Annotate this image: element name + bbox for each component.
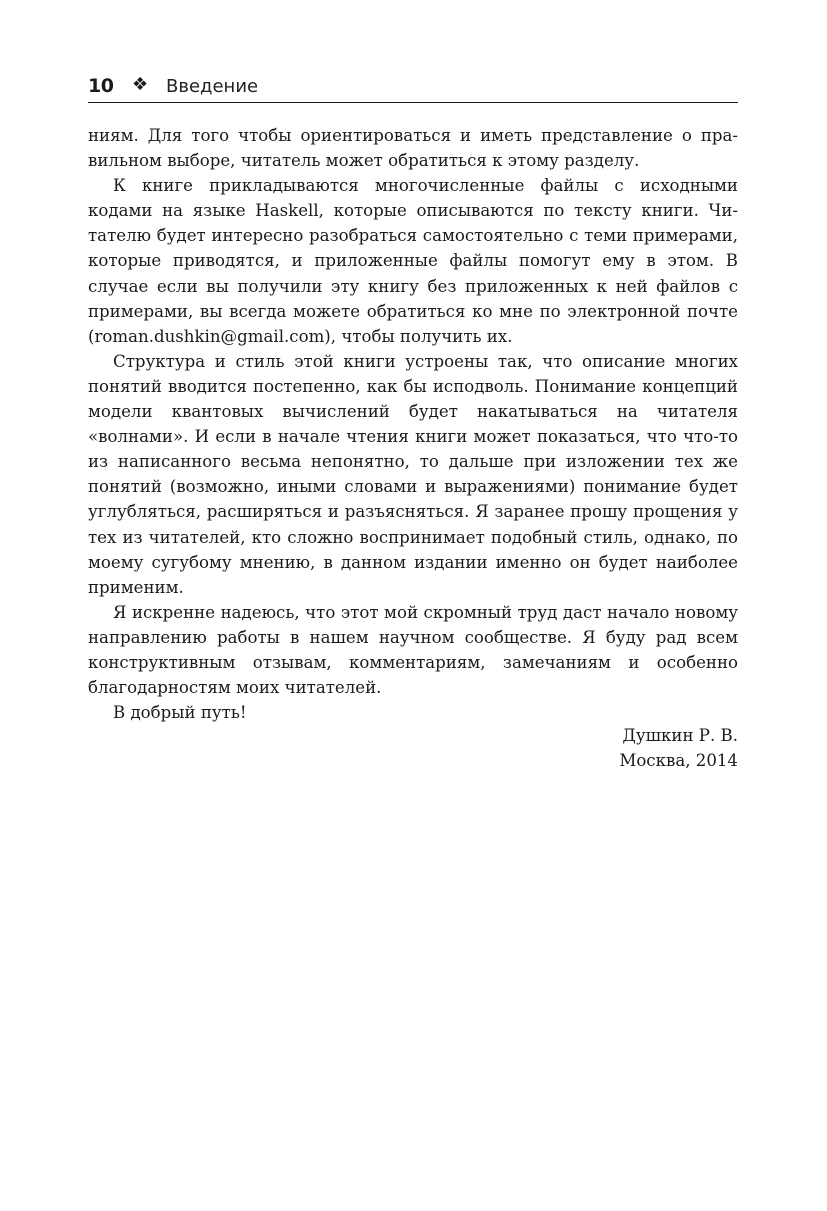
paragraph-farewell: В добрый путь! [113, 703, 247, 723]
paragraph-haskell-files: К книге прикладываются многочисленные файлы с исходными кодами на языке Haskell, которые описываются по тексту книги. Читателю будет интересно разобраться самостоятельно с теми примерами, которые приводятся, и приложенные файлы помогут ему в этом. В случае если вы получили эту книгу без приложенных к ней файлов с примерами, вы всегда можете обратиться ко мне по электронной почте (roman.dushkin@gmail.com), чтобы получить их. [88, 176, 738, 346]
main-text [88, 123, 738, 725]
ornament-icon: ❖ [132, 74, 149, 95]
place-year: Москва, 2014 [619, 751, 738, 771]
paragraph-hope: Я искренне надеюсь, что этот мой скромный труд даст начало новому направлению работы в нашем научном сообществе. Я буду рад всем конструктивным отзывам, комментариям, замечаниям и особенно благодарностям моих читателей. [88, 602, 738, 698]
paragraph-book-structure: Структура и стиль этой книги устроены так, что описание многих понятий вводится постепенно, как бы исподволь. Понимание концепций модели квантовых вычислений будет накатываться на читателя «волнами». И если в начале чтения книги может показаться, что что-то из написанного весьма непонятно, то дальше при изложении тех же понятий (возможно, иными словами и выражениями) понимание будет углубляться, расширяться и разъясняться. Я заранее прошу прощения у тех из читателей, кто сложно воспринимает подобный стиль, однако, по моему сугубому мнению, в данном издании именно он будет наиболее применим. [88, 351, 738, 597]
running-header [88, 72, 738, 103]
section-title: Введение [166, 76, 259, 97]
paragraph-continuation: ниям. Для того чтобы ориентироваться и иметь представление о правильном выборе, читатель может обратиться к этому разделу. [88, 126, 738, 171]
signature [619, 723, 738, 773]
author-name: Душкин Р. В. [622, 726, 738, 745]
page-number: 10 [88, 75, 114, 97]
